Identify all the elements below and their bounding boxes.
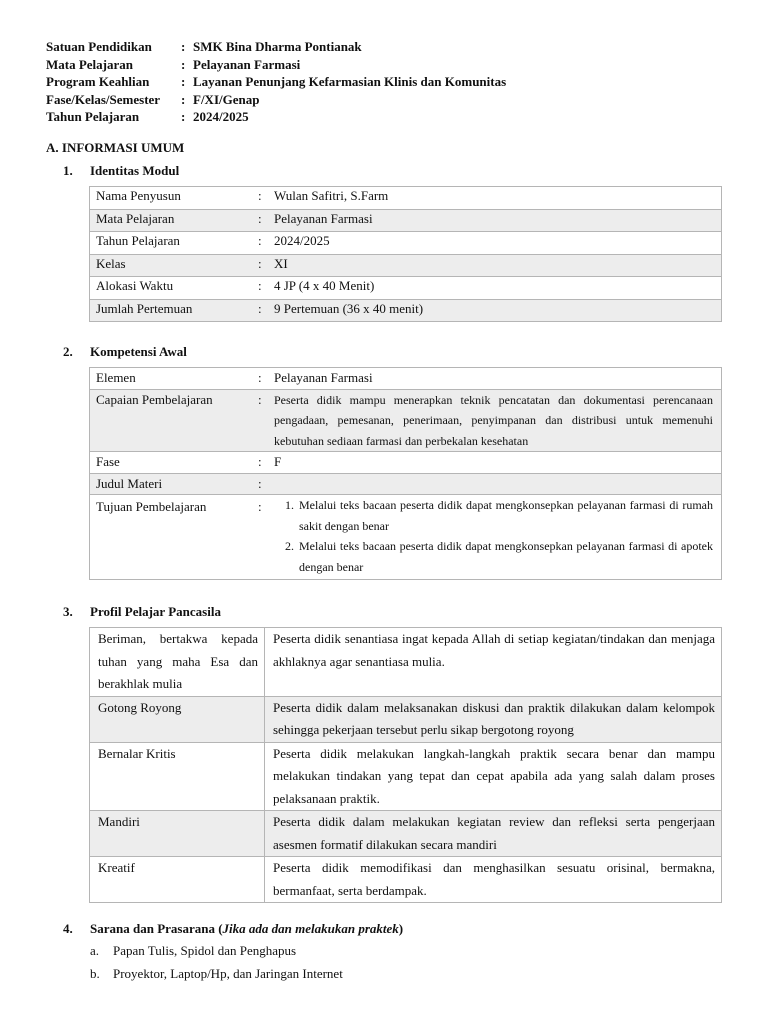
list-item	[90, 940, 343, 963]
table-row: Jumlah Pertemuan : 9 Pertemuan (36 x 40 menit)	[90, 299, 722, 322]
list-item	[274, 536, 713, 577]
sarana-list	[90, 940, 343, 985]
header-value: SMK Bina Dharma Pontianak	[193, 39, 362, 54]
header-label: Fase/Kelas/Semester	[46, 91, 161, 107]
row-value: Pelayanan Farmasi	[270, 368, 722, 390]
tujuan-list	[274, 495, 713, 577]
row-label: Elemen	[90, 368, 257, 390]
section-number: 1.	[63, 163, 73, 178]
section-title: A. INFORMASI UMUM	[46, 140, 185, 155]
sarana-heading	[63, 921, 403, 937]
table-row: Capaian Pembelajaran : Peserta didik mampu menerapkan teknik pencatatan dan dokumentasi perencanaan pengadaan, pemesanan, penerimaan, penyimpanan dan distribusi untuk memenuhi kebutuhan sediaan farmasi dan perbekalan kesehatan	[90, 389, 722, 452]
identitas-heading	[63, 163, 179, 179]
section-number: 4.	[63, 921, 73, 936]
row-value	[270, 473, 722, 495]
header-value: Layanan Penunjang Kefarmasian Klinis dan Komunitas	[193, 74, 507, 89]
list-item	[90, 963, 343, 986]
document-header	[46, 38, 506, 126]
tujuan-list-cell	[270, 495, 722, 580]
dimension-cell: Kreatif	[90, 857, 265, 903]
table-row	[90, 628, 722, 697]
description-cell: Peserta didik senantiasa ingat kepada Allah di setiap kegiatan/tindakan dan menjaga akhlaknya agar senantiasa mulia.	[265, 628, 722, 697]
description-cell: Peserta didik dalam melaksanakan diskusi dan praktik dilakukan dalam kelompok sehingga pekerjaan tersebut perlu sikap bergotong royong	[265, 696, 722, 742]
table-row: Tahun Pelajaran : 2024/2025	[90, 232, 722, 255]
row-label: Nama Penyusun	[90, 187, 257, 210]
list-text: Papan Tulis, Spidol dan Penghapus	[113, 943, 297, 958]
profil-table	[89, 627, 722, 903]
header-row: Fase/Kelas/Semester : F/XI/Genap	[46, 91, 260, 107]
header-label: Tahun Pelajaran	[46, 109, 140, 124]
section-heading: Profil Pelajar Pancasila	[90, 604, 221, 619]
description-cell: Peserta didik melakukan langkah-langkah praktik secara benar dan mampu melakukan tindakan yang tepat dan cepat apabila ada yang salah dalam proses pelaksanaan praktik.	[265, 742, 722, 811]
profil-heading	[63, 604, 221, 620]
kompetensi-table	[89, 367, 722, 580]
header-row: Satuan Pendidikan : SMK Bina Dharma Pontianak	[46, 39, 362, 54]
table-row: Kelas : XI	[90, 254, 722, 277]
row-label: Alokasi Waktu	[90, 277, 257, 300]
description-cell: Peserta didik memodifikasi dan menghasilkan sesuatu orisinal, bermakna, bermanfaat, serta berdampak.	[265, 857, 722, 903]
header-label: Mata Pelajaran	[46, 56, 134, 72]
list-text: Melalui teks bacaan peserta didik dapat mengkonsepkan pelayanan farmasi di rumah sakit dengan benar	[299, 498, 713, 533]
row-value: Pelayanan Farmasi	[270, 209, 722, 232]
dimension-cell: Gotong Royong	[90, 696, 265, 742]
table-row	[90, 696, 722, 742]
list-marker: b.	[90, 965, 100, 981]
table-row	[90, 811, 722, 857]
list-text: Proyektor, Laptop/Hp, dan Jaringan Internet	[113, 965, 343, 981]
section-heading: Identitas Modul	[90, 163, 180, 178]
row-value: F	[270, 452, 722, 474]
row-label: Fase	[90, 452, 257, 474]
header-label: Satuan Pendidikan	[46, 39, 152, 54]
row-label: Jumlah Pertemuan	[90, 299, 257, 322]
table-row: Mata Pelajaran : Pelayanan Farmasi	[90, 209, 722, 232]
row-value: 4 JP (4 x 40 Menit)	[270, 277, 722, 300]
header-value: Pelayanan Farmasi	[193, 56, 301, 72]
section-heading-end: )	[398, 921, 404, 936]
section-heading: Kompetensi Awal	[90, 344, 187, 359]
row-label: Tahun Pelajaran	[90, 232, 257, 255]
table-row: Judul Materi :	[90, 473, 722, 495]
row-label: Mata Pelajaran	[90, 209, 257, 232]
row-value: Wulan Safitri, S.Farm	[270, 187, 722, 210]
row-label: Judul Materi	[90, 473, 257, 495]
header-row: Tahun Pelajaran : 2024/2025	[46, 109, 249, 124]
row-value: 2024/2025	[270, 232, 722, 255]
section-heading-italic: Jika ada dan melakukan praktek	[222, 921, 399, 936]
table-row	[90, 857, 722, 903]
list-text: Melalui teks bacaan peserta didik dapat mengkonsepkan pelayanan farmasi di apotek dengan benar	[299, 539, 713, 574]
row-value: 9 Pertemuan (36 x 40 menit)	[270, 299, 722, 322]
row-value: XI	[270, 254, 722, 277]
list-number: 1.	[285, 498, 294, 512]
header-row: Program Keahlian : Layanan Penunjang Kefarmasian Klinis dan Komunitas	[46, 74, 507, 89]
row-label: Kelas	[90, 254, 257, 277]
header-value: F/XI/Genap	[193, 91, 260, 107]
table-row: Alokasi Waktu : 4 JP (4 x 40 Menit)	[90, 277, 722, 300]
identitas-table	[89, 186, 722, 322]
section-number: 3.	[63, 604, 73, 619]
header-value: 2024/2025	[193, 109, 249, 124]
table-row: Elemen : Pelayanan Farmasi	[90, 368, 722, 390]
kompetensi-heading	[63, 344, 187, 360]
header-row: Mata Pelajaran : Pelayanan Farmasi	[46, 56, 301, 72]
list-marker: a.	[90, 943, 100, 958]
table-row: Nama Penyusun : Wulan Safitri, S.Farm	[90, 187, 722, 210]
table-row	[90, 742, 722, 811]
dimension-cell: Mandiri	[90, 811, 265, 857]
dimension-cell: Bernalar Kritis	[90, 742, 265, 811]
table-row: Tujuan Pembelajaran : 1. Melalui teks bacaan peserta didik dapat mengkonsepkan pelayanan farmasi di rumah sakit dengan benar 2. Melalui teks bacaan peserta didik dapat mengkonsepkan pelayanan farmasi di apotek dengan benar	[90, 495, 722, 580]
table-row: Fase : F	[90, 452, 722, 474]
row-label: Tujuan Pembelajaran	[90, 495, 257, 580]
section-heading: Sarana dan Prasarana (	[90, 921, 223, 936]
list-number: 2.	[285, 539, 294, 553]
section-number: 2.	[63, 344, 73, 359]
row-label: Capaian Pembelajaran	[90, 389, 257, 452]
dimension-cell: Beriman, bertakwa kepada tuhan yang maha Esa dan berakhlak mulia	[90, 628, 265, 697]
header-label: Program Keahlian	[46, 74, 150, 89]
list-item	[274, 495, 713, 536]
capaian-text: Peserta didik mampu menerapkan teknik pencatatan dan dokumentasi perencanaan pengadaan, pemesanan, penerimaan, penyimpanan dan distribusi untuk memenuhi kebutuhan sediaan farmasi dan perbekalan kesehatan	[270, 389, 722, 452]
description-cell: Peserta didik dalam melakukan kegiatan review dan refleksi serta pengerjaan asesmen formatif dilakukan secara mandiri	[265, 811, 722, 857]
